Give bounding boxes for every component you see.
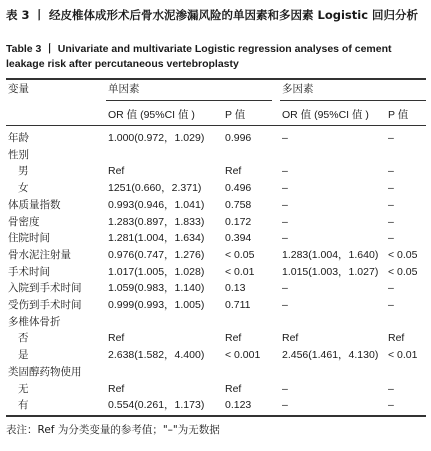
cell-uni-or: 1251(0.660，2.371) bbox=[108, 182, 202, 194]
cell-multi-or: Ref bbox=[282, 332, 299, 344]
cell-uni-or: 1.000(0.972，1.029) bbox=[108, 132, 205, 144]
cell-multi-p: – bbox=[388, 132, 394, 144]
cell-uni-p: < 0.05 bbox=[225, 249, 255, 261]
cell-uni-p: Ref bbox=[225, 332, 242, 344]
cell-row-label: 手术时间 bbox=[8, 266, 50, 278]
cell-multi-or: – bbox=[282, 216, 288, 228]
cell-multi-p: – bbox=[388, 165, 394, 177]
cell-row-label: 多椎体骨折 bbox=[8, 316, 61, 328]
cell-row-label: 年龄 bbox=[8, 132, 29, 144]
cell-multi-or: – bbox=[282, 299, 288, 311]
cell-uni-p: 0.13 bbox=[225, 282, 246, 294]
cell-multi-or: – bbox=[282, 132, 288, 144]
header-multivariate: 多因素 bbox=[282, 83, 314, 95]
cell-multi-p: < 0.05 bbox=[388, 266, 418, 278]
cell-uni-or: 0.976(0.747，1.276) bbox=[108, 249, 205, 261]
cell-uni-p: Ref bbox=[225, 383, 242, 395]
cell-uni-p: 0.711 bbox=[225, 299, 251, 311]
cell-multi-p: – bbox=[388, 199, 394, 211]
cell-multi-or: – bbox=[282, 182, 288, 194]
cell-multi-or: – bbox=[282, 399, 288, 411]
cell-uni-or: 2.638(1.582，4.400) bbox=[108, 349, 205, 361]
cell-uni-or: 1.283(0.897，1.833) bbox=[108, 216, 205, 228]
cell-uni-or: Ref bbox=[108, 165, 125, 177]
cell-row-label: 类固醇药物使用 bbox=[8, 366, 82, 378]
univariate-underline bbox=[106, 100, 272, 101]
cell-uni-p: 0.496 bbox=[225, 182, 252, 194]
cell-row-label: 否 bbox=[18, 332, 29, 344]
cell-uni-or: Ref bbox=[108, 383, 125, 395]
cell-multi-or: 1.015(1.003，1.027) bbox=[282, 266, 379, 278]
cell-row-label: 骨密度 bbox=[8, 216, 40, 228]
header-uni-or: OR 值 (95%CI 值 ) bbox=[108, 109, 195, 121]
cell-row-label: 骨水泥注射量 bbox=[8, 249, 71, 261]
cell-uni-p: 0.394 bbox=[225, 232, 252, 244]
cell-multi-p: – bbox=[388, 282, 394, 294]
multivariate-underline bbox=[280, 100, 426, 101]
bottom-rule bbox=[6, 415, 426, 417]
cell-uni-p: < 0.001 bbox=[225, 349, 261, 361]
cell-multi-p: – bbox=[388, 182, 394, 194]
cell-multi-p: < 0.01 bbox=[388, 349, 418, 361]
cell-uni-p: 0.996 bbox=[225, 132, 252, 144]
cell-multi-p: Ref bbox=[388, 332, 405, 344]
cell-uni-p: 0.123 bbox=[225, 399, 252, 411]
table-caption-english: Table 3 丨 Univariate and multivariate Logistic regression analyses of cement leakage risk after percutaneous vertebroplasty bbox=[6, 43, 392, 70]
header-multi-or: OR 值 (95%CI 值 ) bbox=[282, 109, 369, 121]
cell-multi-p: – bbox=[388, 399, 394, 411]
cell-uni-p: 0.758 bbox=[225, 199, 252, 211]
header-univariate: 单因素 bbox=[108, 83, 140, 95]
header-variable: 变量 bbox=[8, 83, 29, 95]
cell-row-label: 有 bbox=[18, 399, 29, 411]
header-uni-p: P 值 bbox=[225, 109, 246, 121]
cell-uni-or: 1.059(0.983，1.140) bbox=[108, 282, 205, 294]
cell-uni-or: Ref bbox=[108, 332, 125, 344]
cell-multi-p: – bbox=[388, 232, 394, 244]
cell-row-label: 体质量指数 bbox=[8, 199, 61, 211]
cell-multi-p: < 0.05 bbox=[388, 249, 418, 261]
cell-row-label: 是 bbox=[18, 349, 29, 361]
cell-uni-p: < 0.01 bbox=[225, 266, 255, 278]
cell-row-label: 男 bbox=[18, 165, 29, 177]
cell-multi-p: – bbox=[388, 216, 394, 228]
cell-uni-or: 0.999(0.993，1.005) bbox=[108, 299, 205, 311]
cell-multi-or: 1.283(1.004，1.640) bbox=[282, 249, 379, 261]
cell-uni-p: Ref bbox=[225, 165, 242, 177]
cell-multi-or: – bbox=[282, 383, 288, 395]
table-note: 表注：Ref 为分类变量的参考值；"–"为无数据 bbox=[6, 424, 220, 436]
cell-multi-or: – bbox=[282, 165, 288, 177]
cell-row-label: 受伤到手术时间 bbox=[8, 299, 82, 311]
header-multi-p: P 值 bbox=[388, 109, 409, 121]
cell-row-label: 住院时间 bbox=[8, 232, 50, 244]
cell-uni-or: 0.993(0.946，1.041) bbox=[108, 199, 205, 211]
header-rule bbox=[6, 125, 426, 126]
cell-multi-or: – bbox=[282, 199, 288, 211]
cell-row-label: 女 bbox=[18, 182, 29, 194]
cell-row-label: 性别 bbox=[8, 149, 29, 161]
cell-uni-p: 0.172 bbox=[225, 216, 252, 228]
table-caption-chinese: 表 3 丨 经皮椎体成形术后骨水泥渗漏风险的单因素和多因素 Logistic 回归分析 bbox=[6, 8, 419, 22]
cell-uni-or: 1.017(1.005，1.028) bbox=[108, 266, 205, 278]
cell-multi-or: – bbox=[282, 282, 288, 294]
cell-multi-or: – bbox=[282, 232, 288, 244]
cell-row-label: 入院到手术时间 bbox=[8, 282, 82, 294]
cell-multi-p: – bbox=[388, 383, 394, 395]
top-rule bbox=[6, 78, 426, 80]
cell-row-label: 无 bbox=[18, 383, 29, 395]
cell-uni-or: 1.281(1.004，1.634) bbox=[108, 232, 205, 244]
cell-multi-or: 2.456(1.461，4.130) bbox=[282, 349, 379, 361]
cell-uni-or: 0.554(0.261，1.173) bbox=[108, 399, 205, 411]
cell-multi-p: – bbox=[388, 299, 394, 311]
